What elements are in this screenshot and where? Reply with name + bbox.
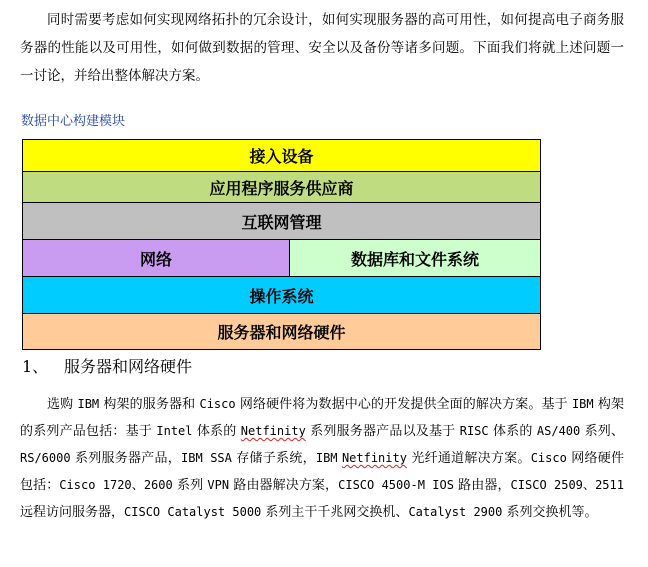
body-text: 系列交换机等。 bbox=[502, 505, 598, 520]
body-text: 网络硬件将为数据中心的开发提供全面的解决方案。基于 bbox=[235, 397, 572, 412]
layer-database-filesystem-cell bbox=[290, 240, 540, 276]
spellcheck-term: Netfinity bbox=[341, 451, 407, 465]
body-text: 系列服务器产品， bbox=[70, 451, 182, 466]
layer-label: 互联网管理 bbox=[241, 212, 322, 232]
body-term: RS/6000 bbox=[20, 451, 71, 465]
body-text: 存储子系统， bbox=[231, 451, 316, 466]
layer-label: 接入设备 bbox=[249, 147, 314, 166]
body-term: AS/400 bbox=[536, 424, 581, 438]
layer-network-and-database bbox=[23, 240, 540, 277]
layer-label: 应用程序服务供应商 bbox=[209, 178, 354, 198]
spellcheck-term: Netfinity bbox=[240, 424, 306, 438]
diagram-caption: 数据中心构建模块 bbox=[21, 114, 126, 129]
section-number: 1、 bbox=[22, 357, 49, 376]
intro-paragraph: 同时需要考虑如何实现网络拓扑的冗余设计，如何实现服务器的高可用性，如何提高电子商务服务器的性能以及可用性，如何做到数据的管理、安全以及备份等诸多问题。下面我们将就上述问题一一讨论，并给出整体解决方案。 bbox=[20, 12, 624, 84]
body-text: 路由器， bbox=[453, 478, 511, 493]
body-term: IBM bbox=[315, 451, 338, 465]
body-term: IBM bbox=[571, 397, 594, 411]
section-heading bbox=[22, 356, 192, 378]
body-term: Intel bbox=[156, 424, 193, 438]
body-text: 体系的 bbox=[192, 424, 241, 439]
body-term: IBM bbox=[77, 397, 100, 411]
layer-access-devices bbox=[23, 140, 540, 172]
body-term: Cisco bbox=[199, 397, 236, 411]
layer-server-network-hardware bbox=[23, 314, 540, 349]
body-term: Cisco 1720、2600 bbox=[59, 478, 173, 492]
body-term: RISC bbox=[459, 424, 489, 438]
body-term: CISCO Catalyst 5000 bbox=[124, 505, 262, 519]
body-text: 构架的系列产品包括：基于 bbox=[20, 397, 625, 439]
layer-label: 数据库和文件系统 bbox=[350, 249, 479, 269]
body-text: 构架的服务器和 bbox=[99, 397, 200, 412]
body-text: 系列 bbox=[172, 478, 208, 493]
layer-label: 服务器和网络硬件 bbox=[217, 323, 346, 342]
body-text: 光纤通道解决方案。 bbox=[406, 451, 531, 466]
datacenter-building-blocks-diagram bbox=[22, 139, 541, 350]
body-text: 体系的 bbox=[488, 424, 537, 439]
body-text: 系列、 bbox=[580, 424, 625, 439]
body-text: 系列服务器产品以及基于 bbox=[305, 424, 460, 439]
body-term: Cisco bbox=[530, 451, 567, 465]
body-term: Catalyst 2900 bbox=[408, 505, 503, 519]
layer-operating-system bbox=[23, 277, 540, 314]
body-term: CISCO 2509、2511 bbox=[510, 478, 624, 492]
layer-label: 网络 bbox=[139, 249, 172, 269]
layer-internet-management bbox=[23, 203, 540, 240]
body-term: IBM SSA bbox=[181, 451, 232, 465]
body-text: 路由器解决方案， bbox=[229, 478, 339, 493]
body-term: CISCO 4500-M IOS bbox=[338, 478, 454, 492]
section-title: 服务器和网络硬件 bbox=[64, 357, 193, 376]
layer-network-cell bbox=[23, 240, 290, 276]
body-text: 网络硬件包括： bbox=[20, 451, 624, 493]
layer-application-service-provider bbox=[23, 172, 540, 203]
layer-label: 操作系统 bbox=[249, 286, 314, 306]
body-term: VPN bbox=[207, 478, 230, 492]
section-body-paragraph bbox=[20, 391, 624, 526]
body-text: 远程访问服务器， bbox=[20, 505, 125, 520]
body-text: 系列主干千兆网交换机、 bbox=[261, 505, 409, 520]
body-text: 选购 bbox=[47, 397, 78, 412]
